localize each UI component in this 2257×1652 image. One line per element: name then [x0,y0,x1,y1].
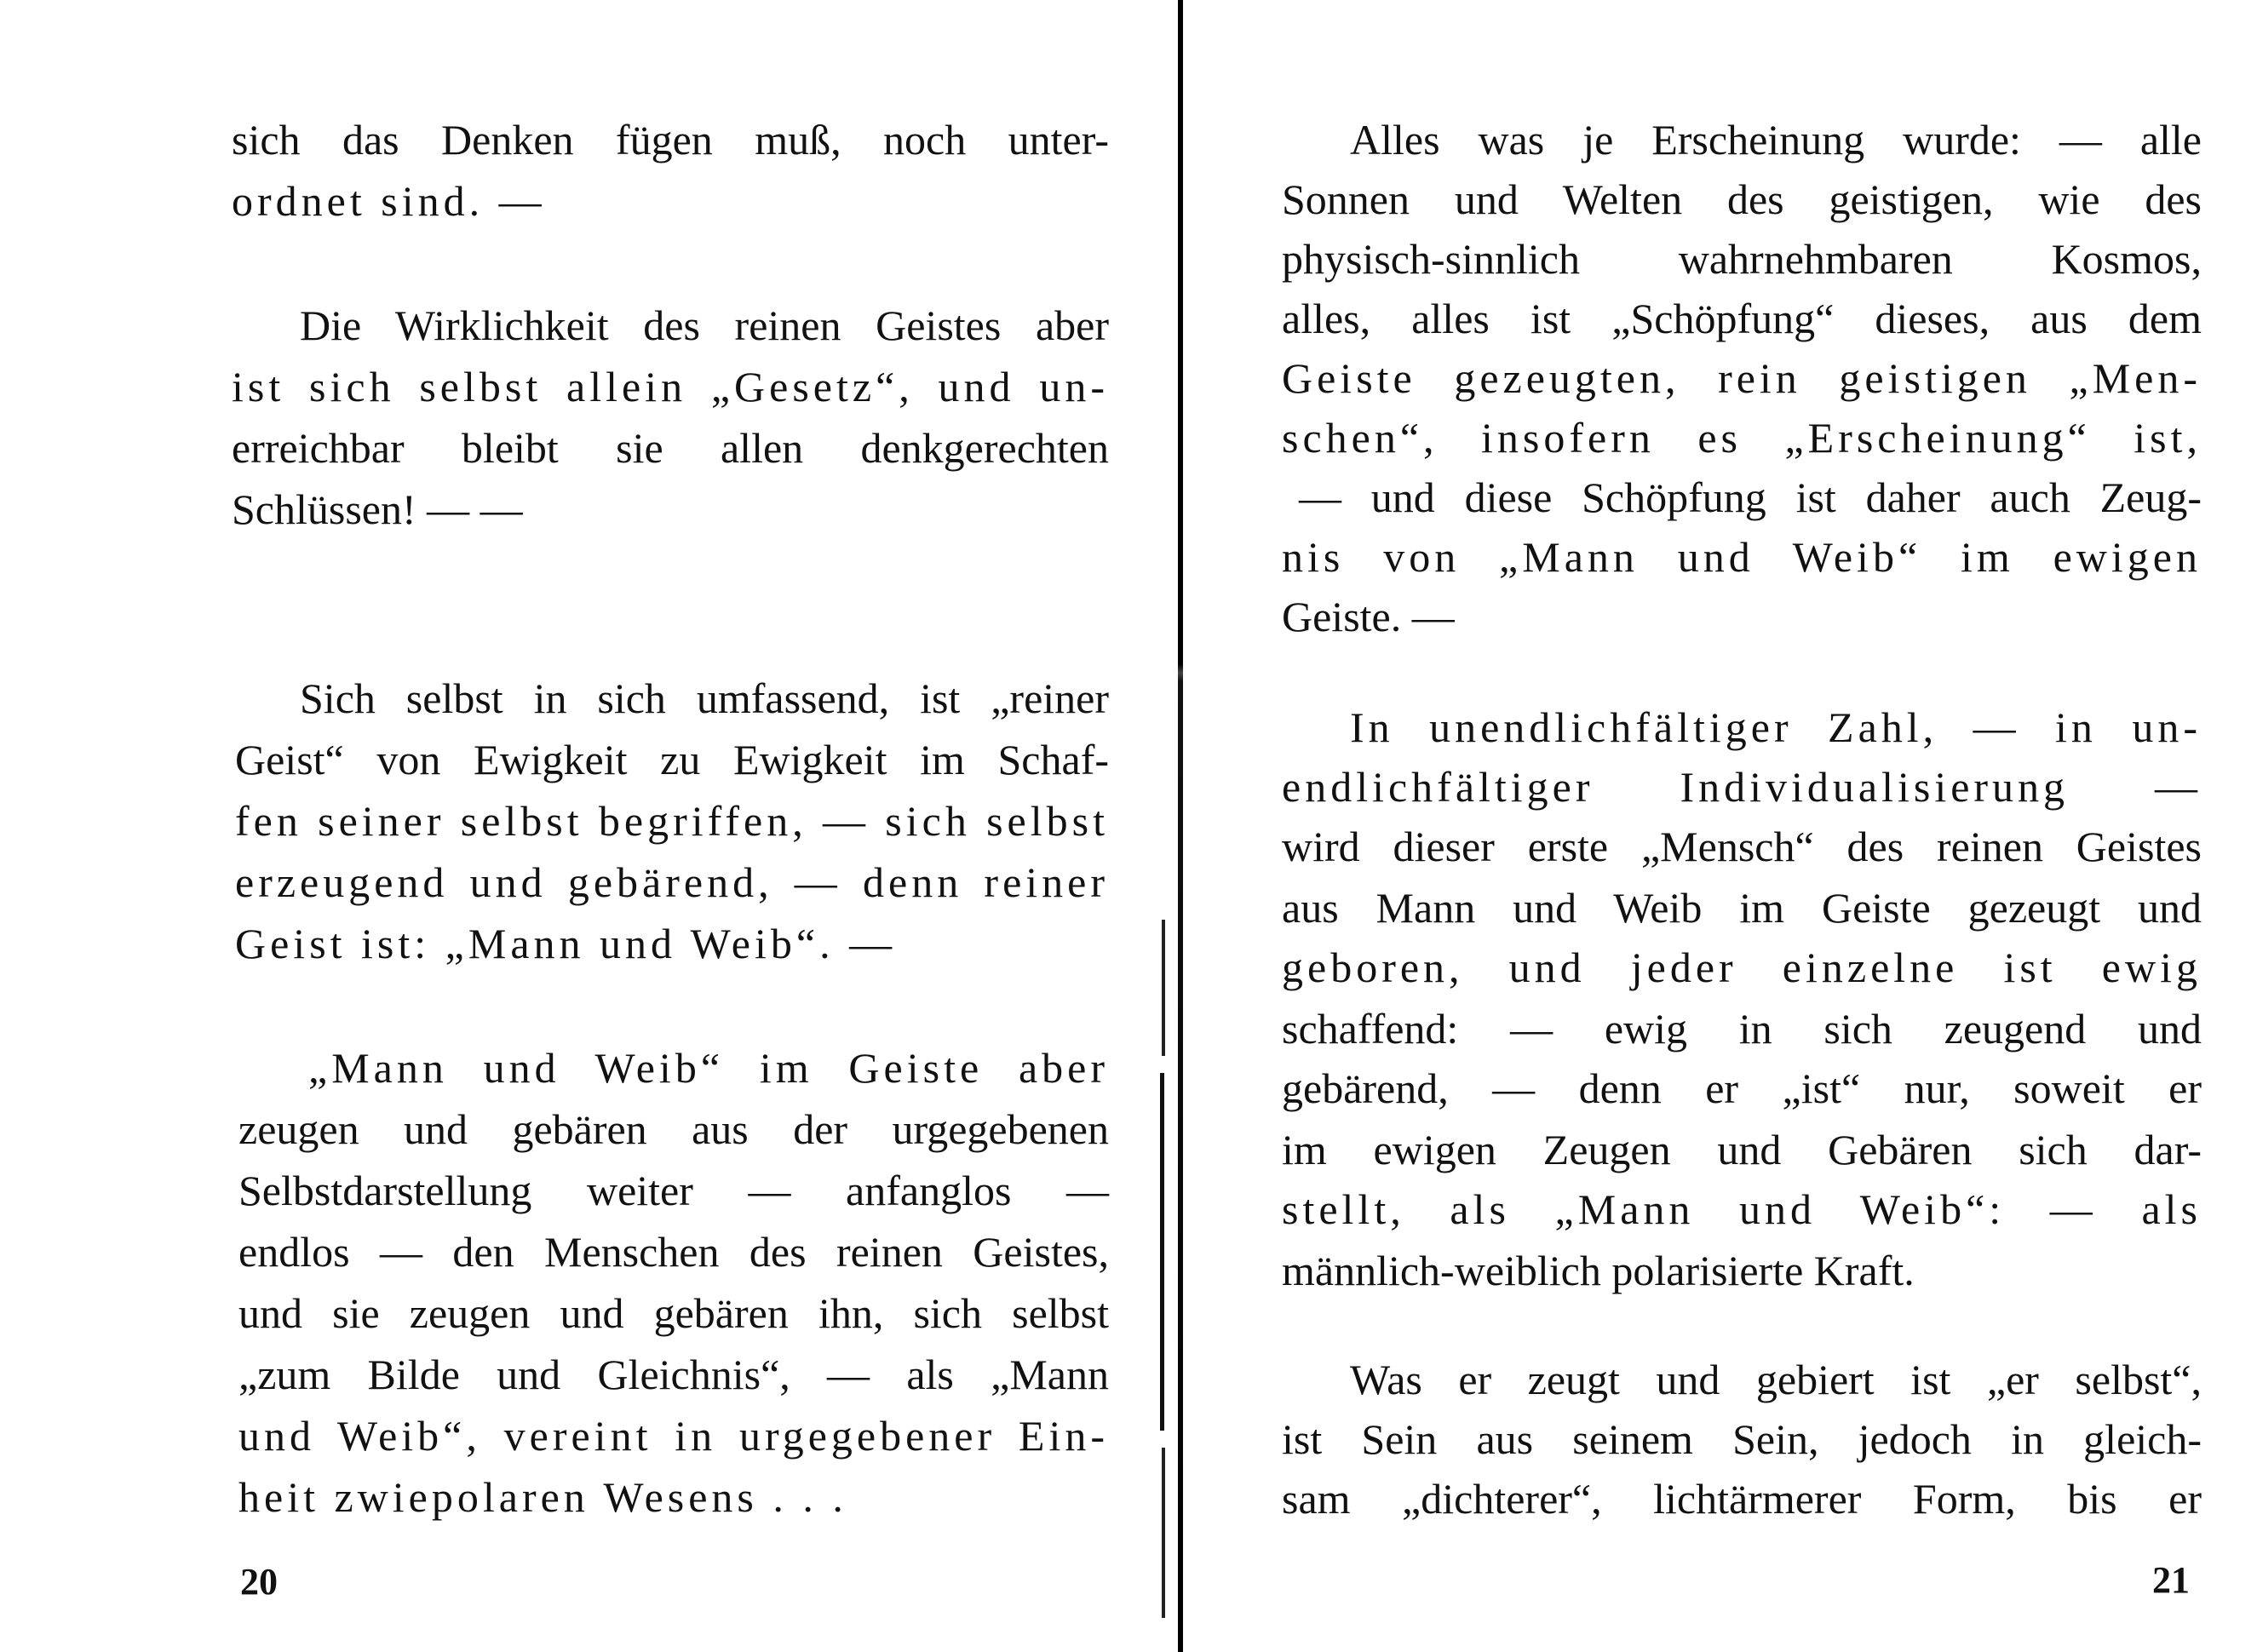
gutter-shadow [1162,1448,1165,1618]
text-line: nis von „Mann und Weib“ im ewigen [1282,533,2202,581]
book-gutter [1178,0,1183,1652]
text-line: „Mann und Weib“ im Geiste aber [308,1044,1109,1092]
text-line: Sonnen und Welten des geistigen, wie des [1282,175,2202,223]
text-line: sich das Denken fügen muß, noch unter- [232,116,1109,163]
text-line: Alles was je Erscheinung wurde: — alle [1350,116,2202,163]
text-line: zeugen und gebären aus der urgegebenen [238,1105,1109,1153]
text-line: Sich selbst in sich umfassend, ist „reiner [300,674,1109,722]
text-line: wird dieser erste „Mensch“ des reinen Geistes [1282,823,2202,870]
gutter-shadow [1162,920,1165,1056]
text-line: Geist“ von Ewigkeit zu Ewigkeit im Schaf- [235,736,1109,783]
text-line: ordnet sind. — [232,177,546,225]
text-line: gebärend, — denn er „ist“ nur, soweit er [1282,1064,2202,1112]
text-line: aus Mann und Weib im Geiste gezeugt und [1282,884,2202,932]
text-line: endlichfältiger Individualisierung — [1282,763,2202,811]
text-line: Geiste gezeugten, rein geistigen „Men- [1282,354,2202,402]
text-line: Selbstdarstellung weiter — anfanglos — [238,1167,1109,1214]
text-line: erreichbar bleibt sie allen denkgerechten [232,424,1109,472]
text-line: Geiste. — [1282,593,1455,640]
text-line: und Weib“, vereint in urgegebener Ein- [238,1412,1109,1460]
page-number: 20 [240,1561,278,1603]
text-line: „zum Bilde und Gleichnis“, — als „Mann [238,1351,1109,1398]
text-line: — und diese Schöpfung ist daher auch Zeug- [1299,473,2202,521]
text-line: im ewigen Zeugen und Gebären sich dar- [1282,1126,2202,1173]
text-line: stellt, als „Mann und Weib“: — als [1282,1185,2202,1233]
text-line: sam „dichterer“, lichtärmerer Form, bis er [1282,1475,2202,1523]
text-line: Die Wirklichkeit des reinen Geistes aber [300,301,1109,349]
text-line: In unendlichfältiger Zahl, — in un- [1350,703,2202,751]
text-line: Was er zeugt und gebiert ist „er selbst“, [1350,1356,2202,1403]
text-line: fen seiner selbst begriffen, — sich selbst [235,797,1109,845]
text-line: heit zwiepolaren Wesens . . . [238,1473,847,1521]
text-line: physisch-sinnlich wahrnehmbaren Kosmos, [1282,235,2202,283]
gutter-shadow [1160,1073,1164,1431]
right-page [1188,0,2257,1652]
text-line: ist Sein aus seinem Sein, jedoch in gleich- [1282,1415,2202,1463]
page-number: 21 [2152,1559,2190,1601]
text-line: schaffend: — ewig in sich zeugend und [1282,1005,2202,1053]
text-line: alles, alles ist „Schöpfung“ dieses, aus dem [1282,295,2202,342]
text-line: erzeugend und gebärend, — denn reiner [235,858,1109,906]
text-line: Geist ist: „Mann und Weib“. — [235,920,897,967]
text-line: Schlüssen! — — [232,485,523,533]
text-line: und sie zeugen und gebären ihn, sich selbst [238,1289,1109,1337]
text-line: männlich-weiblich polarisierte Kraft. [1282,1247,1915,1294]
text-line: geboren, und jeder einzelne ist ewig [1282,944,2202,991]
text-line: schen“, insofern es „Erscheinung“ ist, [1282,414,2202,462]
text-line: endlos — den Menschen des reinen Geistes, [238,1228,1109,1276]
text-line: ist sich selbst allein „Gesetz“, und un- [232,363,1109,410]
